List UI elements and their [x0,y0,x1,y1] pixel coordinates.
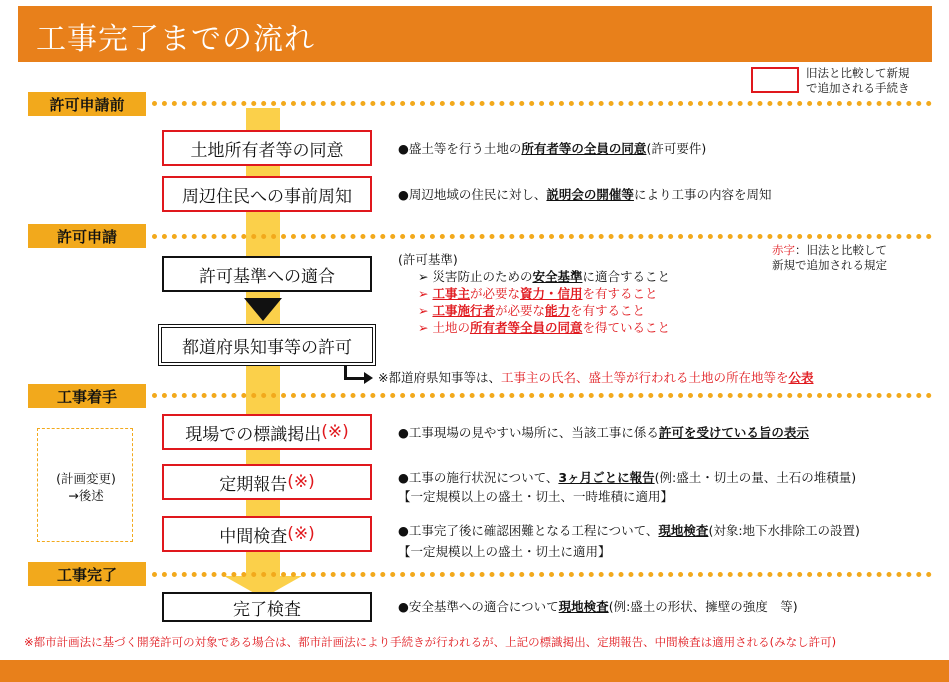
desc-periodic-report: ●工事の施行状況について、3ヶ月ごとに報告(例:盛土・切土の量、土石の堆積量) 【一定規模以上の盛土・切土、一時堆積に適用】 [398,470,857,504]
legend-red-note: 赤字：旧法と比較して 新規で追加される規定 [772,243,887,272]
box-resident-notice: 周辺住民への事前周知 [162,176,372,212]
down-triangle [244,298,282,321]
bottom-bar [0,660,949,682]
box-periodic-report: 定期報告 (※) [162,464,372,500]
box-permit-criteria: 許可基準への適合 [162,256,372,292]
stage-construction-complete: 工事完了 [28,562,146,586]
box-interim-inspection: 中間検査 (※) [162,516,372,552]
desc-publication: ※都道府県知事等は、工事主の氏名、盛土等が行われる土地の所在地等を公表 [378,370,814,385]
stage-divider [152,572,932,577]
legend-red-box [751,67,799,93]
new-mark: (※) [321,422,349,442]
box-site-signage: 現場での標識掲出 (※) [162,414,372,450]
box-governor-permit: 都道府県知事等の許可 [158,324,376,366]
box-owner-consent: 土地所有者等の同意 [162,130,372,166]
elbow-arrow-head [364,372,373,384]
stage-construction-start: 工事着手 [28,384,146,408]
box-completion-inspection: 完了検査 [162,592,372,622]
stage-divider [152,234,932,239]
new-mark: (※) [287,524,315,544]
stage-before-application: 許可申請前 [28,92,146,116]
elbow-arrow-line [344,377,366,380]
footnote: ※都市計画法に基づく開発許可の対象である場合は、都市計画法により手続きが行われるが、上記の標識掲出、定期報告、中間検査は適用される(みなし許可) [24,635,837,649]
desc-site-signage: ●工事現場の見やすい場所に、当該工事に係る許可を受けている旨の表示 [398,425,809,440]
desc-resident-notice: ●周辺地域の住民に対し、説明会の開催等により工事の内容を周知 [398,187,772,202]
stage-application: 許可申請 [28,224,146,248]
stage-divider [152,101,932,106]
new-mark: (※) [287,472,315,492]
desc-interim-inspection: ●工事完了後に確認困難となる工程について、現地検査(対象:地下水排除工の設置) 【一定規模以上の盛土・切土に適用】 [398,523,860,559]
stage-divider [152,393,932,398]
legend-box-note: 旧法と比較して新規 で追加される手続き [806,66,910,95]
desc-completion-inspection: ●安全基準への適合について現地検査(例:盛土の形状、擁壁の強度 等) [398,599,798,614]
desc-permit-criteria: (許可基準) ➢ 災害防止のための安全基準に適合すること ➢ 工事主が必要な資力・信用を有すること ➢ 工事施行者が必要な能力を有すること ➢ 土地の所有者等全員の同意を得ていること [398,252,670,335]
page-title: 工事完了までの流れ [36,22,315,57]
plan-change-text: (計画変更) →後述 [56,471,116,503]
desc-owner-consent: ●盛土等を行う土地の所有者等の全員の同意(許可要件) [398,141,707,156]
